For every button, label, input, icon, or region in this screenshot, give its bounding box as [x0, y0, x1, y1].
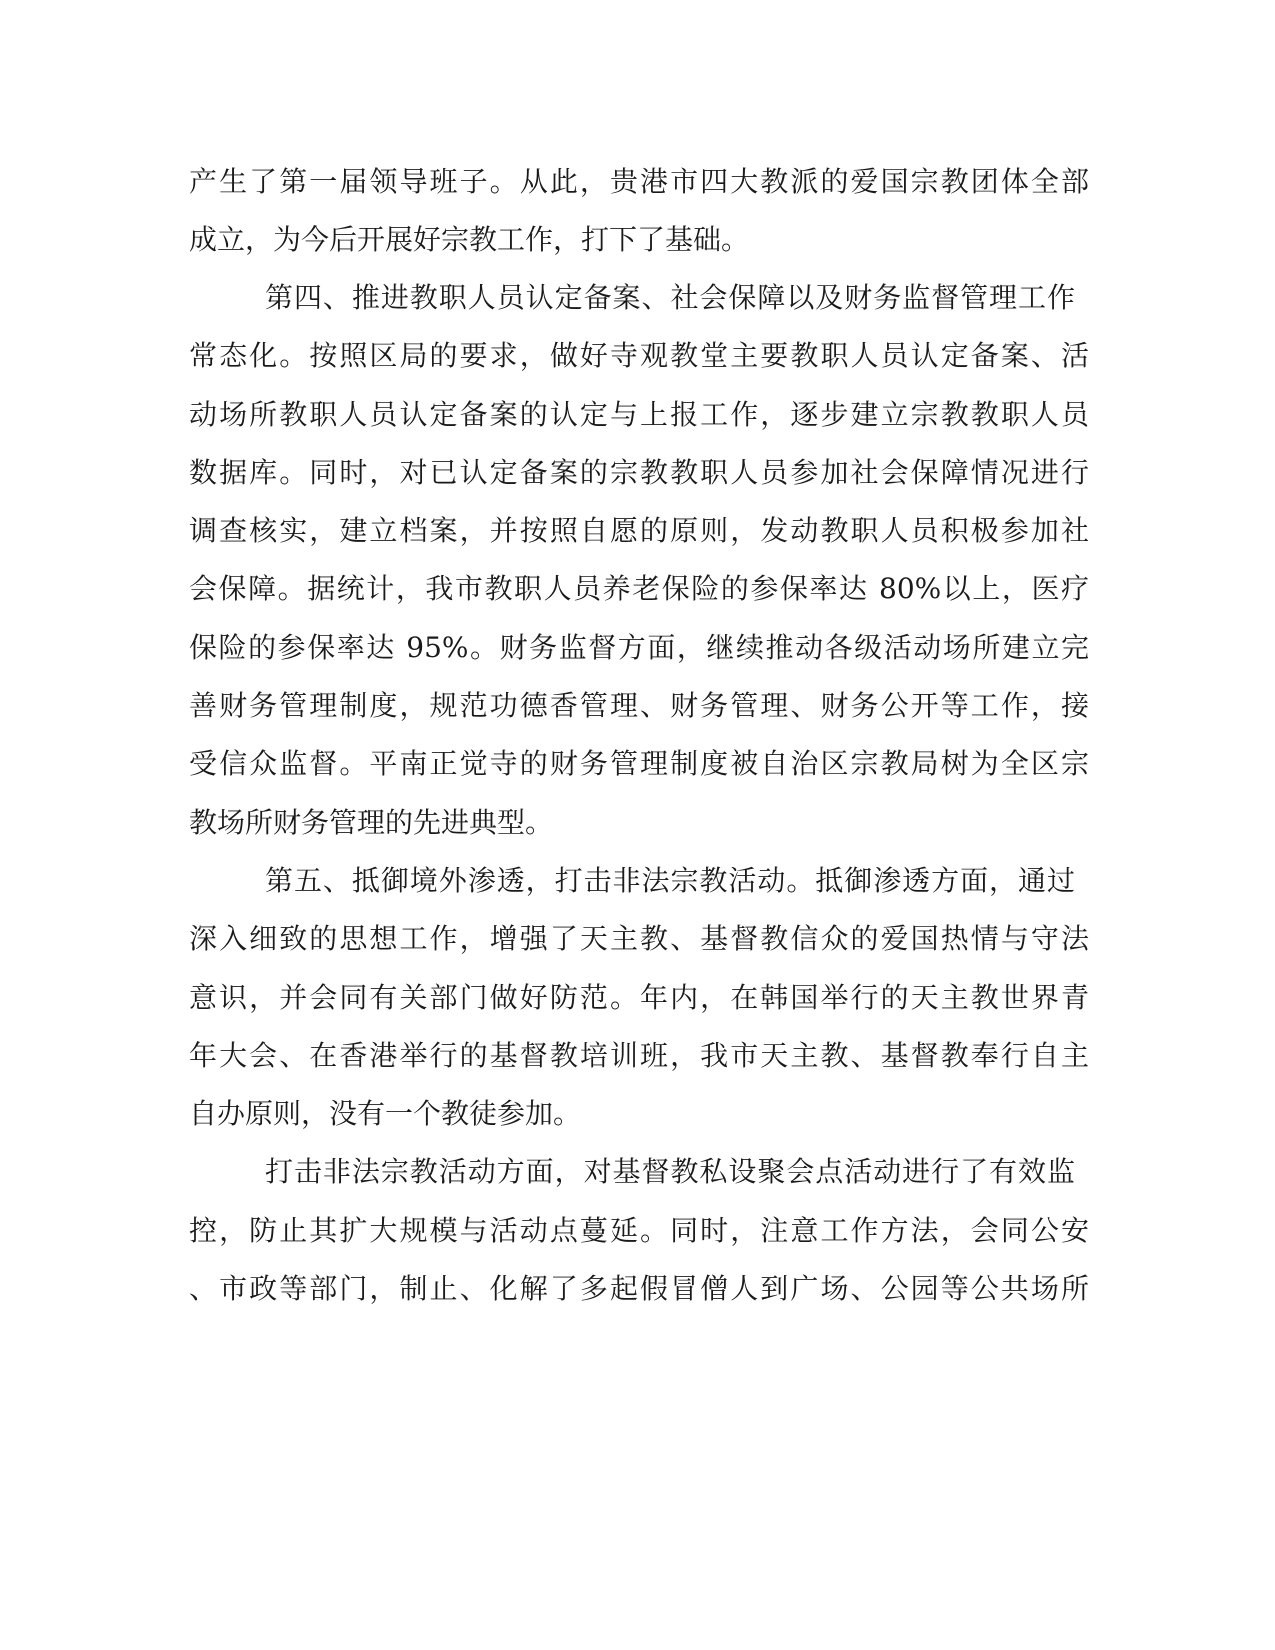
- text-line: 产生了第一届领导班子。从此，贵港市四大教派的爱国宗教团体全部: [189, 165, 1089, 198]
- text-line: 意识，并会同有关部门做好防范。年内，在韩国举行的天主教世界青: [189, 981, 1089, 1014]
- text-line: 受信众监督。平南正觉寺的财务管理制度被自治区宗教局树为全区宗: [189, 747, 1089, 780]
- paragraph-first-line: 打击非法宗教活动方面，对基督教私设聚会点活动进行了有效监: [265, 1155, 1075, 1188]
- text-line: 成立，为今后开展好宗教工作，打下了基础。: [189, 223, 750, 256]
- text-line: 调查核实，建立档案，并按照自愿的原则，发动教职人员积极参加社: [189, 514, 1089, 547]
- text-line: 控，防止其扩大规模与活动点蔓延。同时，注意工作方法，会同公安: [189, 1214, 1089, 1247]
- text-line: 深入细致的思想工作，增强了天主教、基督教信众的爱国热情与守法: [189, 922, 1089, 955]
- text-line: 动场所教职人员认定备案的认定与上报工作，逐步建立宗教教职人员: [189, 398, 1089, 431]
- text-line: 常态化。按照区局的要求，做好寺观教堂主要教职人员认定备案、活: [189, 339, 1089, 372]
- text-line: 保险的参保率达 95%。财务监督方面，继续推动各级活动场所建立完: [189, 631, 1089, 664]
- text-line: 数据库。同时，对已认定备案的宗教教职人员参加社会保障情况进行: [189, 456, 1089, 489]
- text-line: 善财务管理制度，规范功德香管理、财务管理、财务公开等工作，接: [189, 689, 1089, 722]
- paragraph-first-line: 第五、抵御境外渗透，打击非法宗教活动。抵御渗透方面，通过: [265, 864, 1075, 897]
- text-line: 会保障。据统计，我市教职人员养老保险的参保率达 80%以上，医疗: [189, 572, 1089, 605]
- text-line: 教场所财务管理的先进典型。: [189, 806, 554, 839]
- text-line: 年大会、在香港举行的基督教培训班，我市天主教、基督教奉行自主: [189, 1039, 1089, 1072]
- paragraph-first-line: 第四、推进教职人员认定备案、社会保障以及财务监督管理工作: [265, 281, 1075, 314]
- text-line: 、市政等部门，制止、化解了多起假冒僧人到广场、公园等公共场所: [189, 1272, 1089, 1305]
- text-line: 自办原则，没有一个教徒参加。: [189, 1097, 582, 1130]
